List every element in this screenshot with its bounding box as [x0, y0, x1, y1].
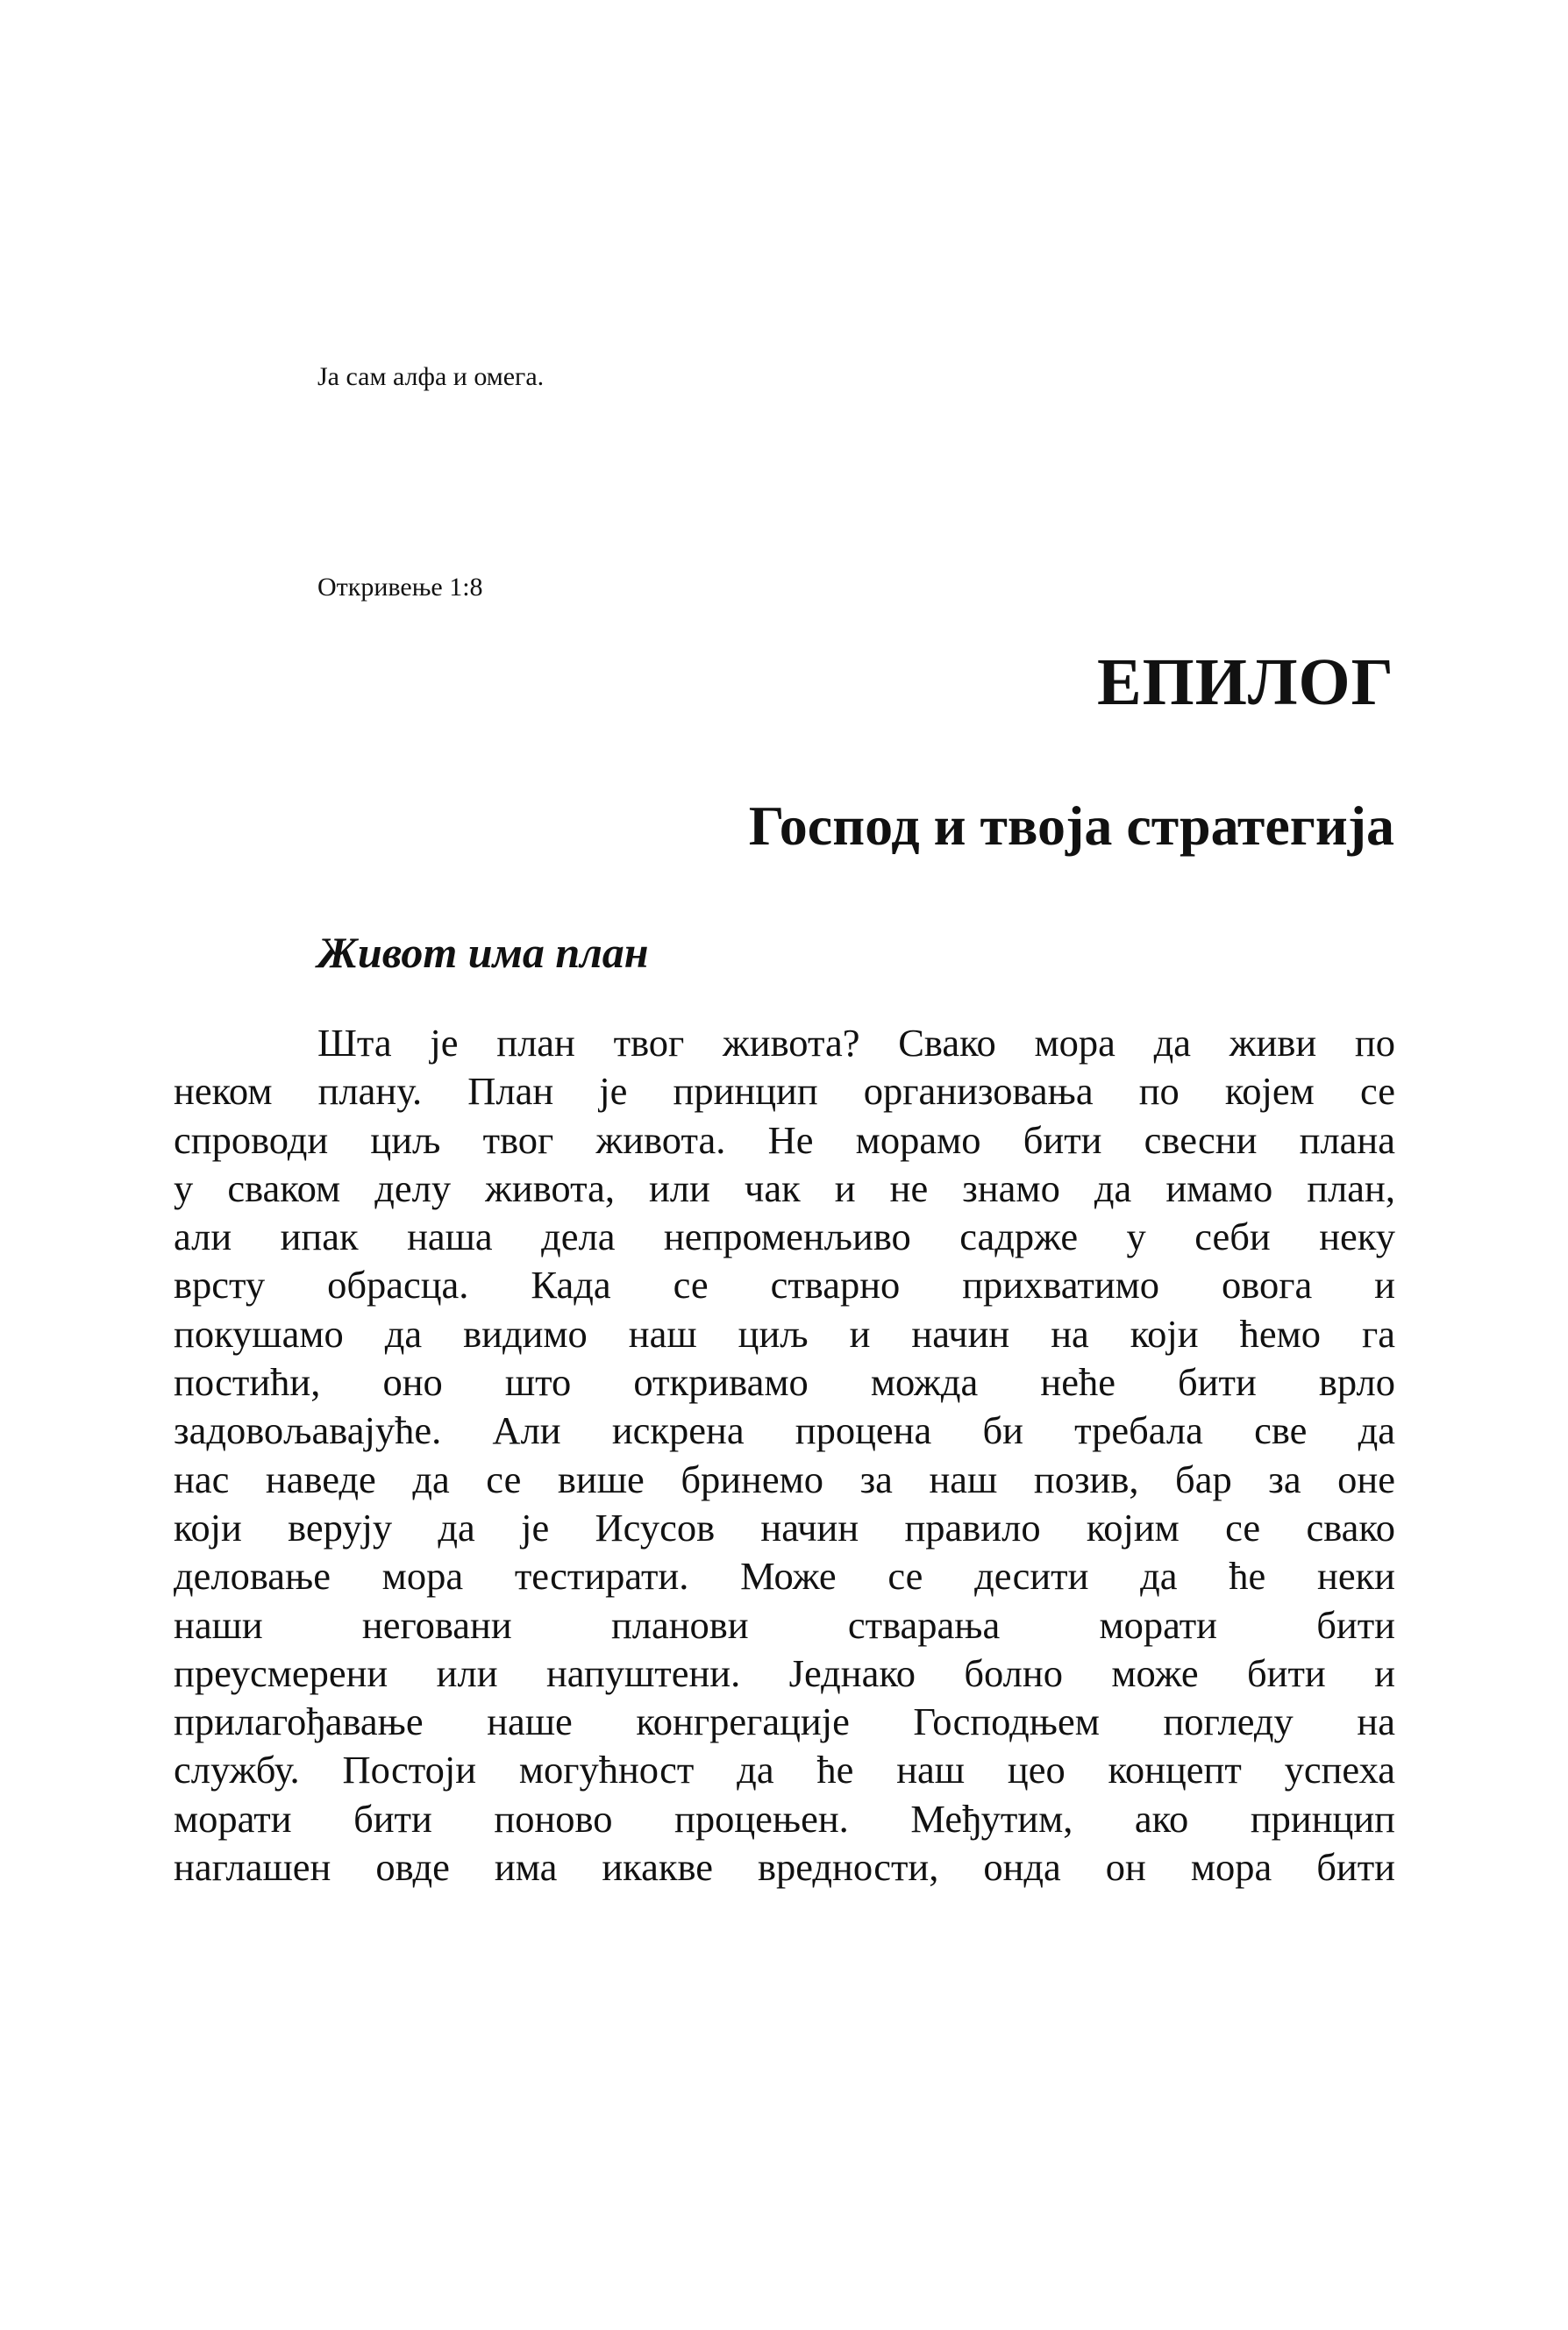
body-line: наши неговани планови стварања морати бити [174, 1602, 1395, 1647]
chapter-title: ЕПИЛОГ [1096, 645, 1394, 719]
epigraph-reference: Откривење 1:8 [317, 573, 483, 602]
body-line: спроводи циљ твог живота. Не морамо бити свесни плана [174, 1117, 1395, 1162]
body-line: који верују да је Исусов начин правило којим се свако [174, 1505, 1395, 1550]
body-line: нас наведе да се више бринемо за наш позив, бар за оне [174, 1457, 1395, 1501]
body-line: у сваком делу живота, или чак и не знамо да имамо план, [174, 1165, 1395, 1210]
body-line: морати бити поново процењен. Међутим, ако принцип [174, 1796, 1395, 1841]
body-line: деловање мора тестирати. Може се десити да ће неки [174, 1554, 1395, 1599]
body-line: врсту обрасца. Када се стварно прихватимо овога и [174, 1263, 1395, 1308]
body-line: службу. Постоји могућност да ће наш цео концепт успеха [174, 1748, 1395, 1792]
section-heading: Живот има план [317, 928, 649, 977]
body-line: задовољавајуће. Али искрена процена би требала све да [174, 1408, 1395, 1453]
body-line: неком плану. План је принцип организовања по којем се [174, 1069, 1395, 1114]
body-paragraph [174, 1019, 1395, 1892]
epigraph-quote: Ја сам алфа и омега. [317, 362, 545, 391]
chapter-subtitle: Господ и твоја стратегија [748, 794, 1394, 857]
body-line: али ипак наша дела непроменљиво садрже у себи неку [174, 1215, 1395, 1259]
body-line: наглашен овде има икакве вредности, онда он мора бити [174, 1845, 1395, 1890]
body-line: Шта је план твог живота? Свако мора да живи по [317, 1021, 1395, 1065]
body-line: преусмерени или напуштени. Једнако болно може бити и [174, 1650, 1395, 1695]
body-line: постићи, оно што откривамо можда неће бити врло [174, 1360, 1395, 1405]
body-line: покушамо да видимо наш циљ и начин на који ћемо га [174, 1311, 1395, 1356]
body-line: прилагођавање наше конгрегације Господњем погледу на [174, 1699, 1395, 1744]
